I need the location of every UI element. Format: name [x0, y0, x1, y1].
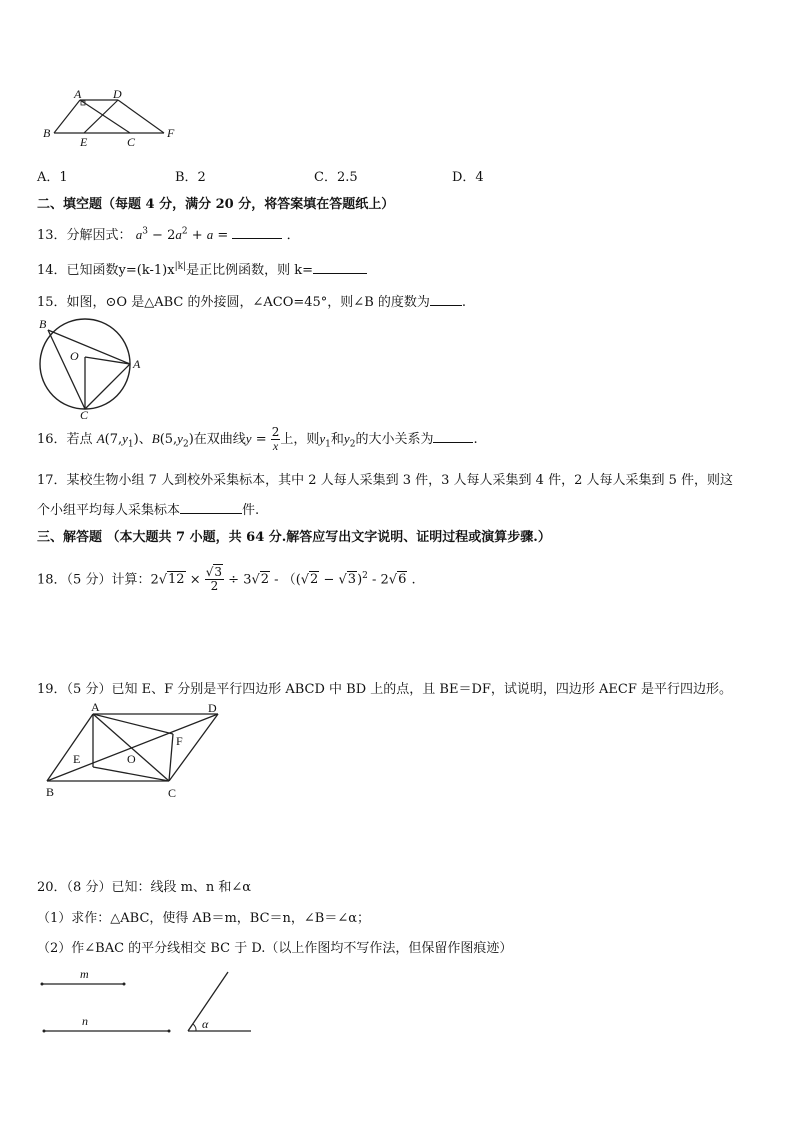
q19-label-f: F [176, 734, 183, 748]
q12-label-a: A [74, 87, 82, 101]
q14 [37, 259, 367, 278]
q17-line1: 17．某校生物小组 7 人到校外采集标本，其中 2 人每人采集到 3 件，3 人每人采集到 4 件，2 人每人采集到 5 件，则这 [37, 473, 734, 488]
q19-label-a: A [91, 700, 100, 714]
q17-line2-suffix: 件. [242, 503, 260, 518]
q14-func: y=(k-1)x [118, 263, 175, 278]
q15-text: 15．如图，⊙O 是△ABC 的外接圆，∠ACO=45°，则∠B 的度数为 [37, 295, 430, 310]
q15-blank[interactable] [430, 293, 462, 306]
q15-label-b: B [39, 317, 47, 331]
q12-label-c: C [127, 135, 136, 149]
q16-blank[interactable] [433, 430, 473, 443]
q12-option-a: A．1 [37, 170, 68, 185]
q17-line2-prefix: 个小组平均每人采集标本 [37, 503, 181, 518]
q16-sep: 、 [138, 432, 152, 447]
q18-prefix: 18．（5 分）计算：2 [37, 572, 159, 588]
q15-label-c: C [80, 408, 89, 422]
q14-blank[interactable] [313, 261, 367, 274]
q20-figure [40, 962, 255, 1038]
q15 [37, 291, 466, 310]
q13-prefix: 13．分解因式： [37, 228, 132, 243]
q19-text: 19．（5 分）已知 E、F 分别是平行四边形 ABCD 中 BD 上的点，且 BE＝DF，试说明，四边形 AECF 是平行四边形。 [37, 682, 733, 697]
q12-figure [40, 84, 190, 150]
q20-part1: （1）求作：△ABC，使得 AB＝m，BC＝n，∠B＝∠α； [37, 911, 371, 926]
q14-prefix: 14．已知函数 [37, 263, 119, 278]
q15-figure [34, 316, 146, 420]
q19-label-d: D [208, 701, 217, 715]
section3-heading: 三、解答题 （本大题共 7 小题，共 64 分.解答应写出文字说明、证明过程或演算步骤.） [37, 530, 551, 545]
q15-end: . [461, 295, 467, 310]
q12-label-f: F [167, 126, 175, 140]
q12-label-b: B [43, 126, 51, 140]
q13: 13．分解因式： $a^3 - 2a^2 + a$ = ． [37, 226, 300, 243]
q19-figure [42, 700, 232, 802]
q13-blank[interactable] [232, 226, 282, 239]
q19-label-c: C [168, 786, 177, 800]
q20-title: 20．（8 分）已知：线段 m、n 和∠α [37, 880, 252, 895]
q16: 16．若点 $A(7,y_1)$、$B(5,y_2)$在双曲线y = $\frac{2}{x}$ 上，则$y_1$和$y_2$的大小关系为 . [37, 425, 478, 453]
q14-exp: |k| [174, 261, 187, 272]
q17-blank[interactable] [180, 501, 242, 514]
q17-line2 [37, 499, 259, 518]
q19-label-b: B [46, 785, 55, 799]
q19-label-o: O [127, 752, 136, 766]
q16-and: 和 [330, 432, 344, 447]
q16-end: 的大小关系为 [355, 432, 434, 447]
section2-heading: 二、填空题（每题 4 分，满分 20 分，将答案填在答题纸上） [37, 197, 395, 212]
q16-mid: 上，则 [280, 432, 320, 447]
q16-prefix: 16．若点 [37, 432, 93, 447]
q15-label-o: O [70, 349, 79, 363]
q16-on: 在双曲线 [193, 432, 246, 447]
q12-option-c: C．2.5 [314, 170, 358, 185]
q13-suffix: ． [286, 228, 300, 243]
q20-part2: （2）作∠BAC 的平分线相交 BC 于 D.（以上作图均不写作法，但保留作图痕迹） [37, 941, 513, 956]
q15-label-a: A [133, 357, 141, 371]
q20-label-alpha: α [202, 1017, 209, 1031]
q19-label-e: E [73, 752, 81, 766]
q12-label-e: E [80, 135, 88, 149]
q20-label-n: n [82, 1014, 88, 1028]
q12-label-d: D [113, 87, 122, 101]
q18: 18．（5 分）计算：2√12 × $\frac{√3}{2}$ ÷ $3√2 - ((√2 - √3)^2 - 2√6$ . [37, 565, 416, 594]
q20-label-m: m [80, 967, 89, 981]
q12-option-b: B．2 [175, 170, 206, 185]
q12-option-d: D．4 [452, 170, 484, 185]
q14-middle: 是正比例函数，则 k= [186, 263, 314, 278]
